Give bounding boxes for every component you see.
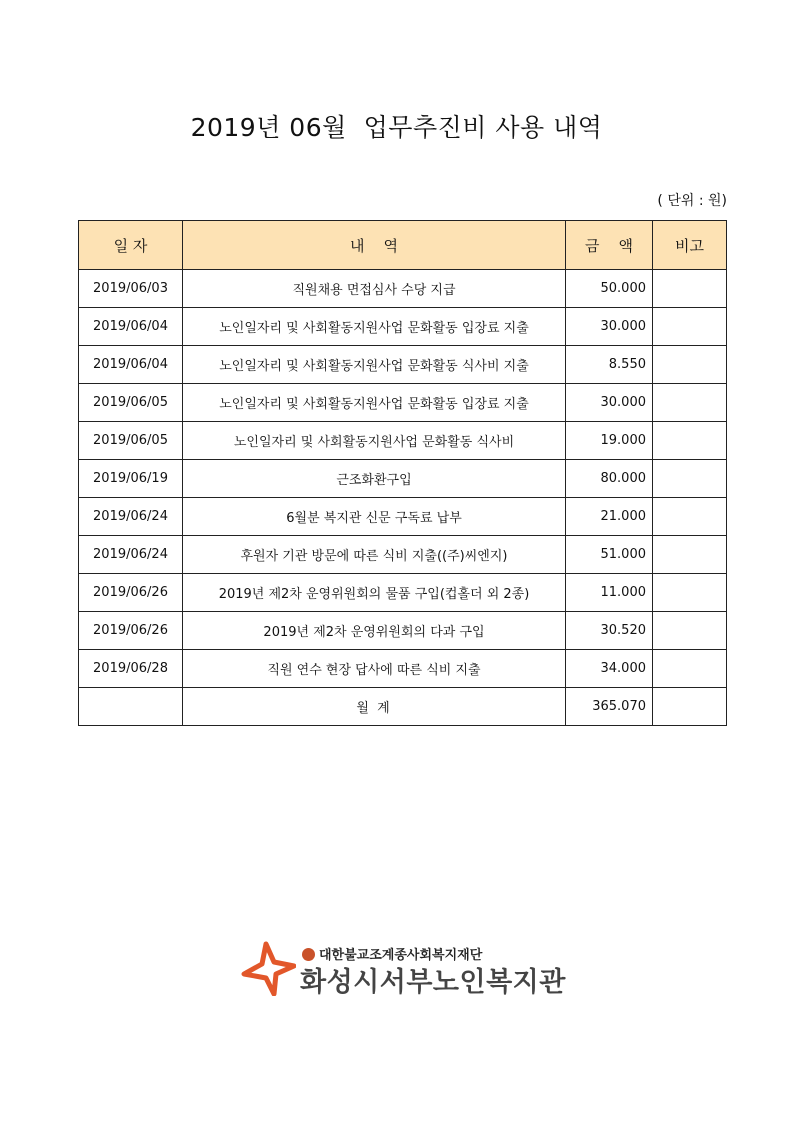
foundation-name: 대한불교조계종사회복지재단 (302, 944, 482, 963)
cell-date: 2019/06/24 (79, 498, 183, 536)
total-label: 월 계 (183, 688, 566, 726)
cell-description: 노인일자리 및 사회활동지원사업 문화활동 입장료 지출 (183, 384, 566, 422)
welfare-center-name: 화성시서부노인복지관 (300, 967, 566, 998)
cell-note (653, 270, 727, 308)
cell-amount: 34.000 (566, 650, 653, 688)
cell-description: 후원자 기관 방문에 따른 식비 지출((주)씨엔지) (183, 536, 566, 574)
organization-logo (240, 940, 566, 1000)
cell-amount: 19.000 (566, 422, 653, 460)
cell-date: 2019/06/26 (79, 574, 183, 612)
cell-date: 2019/06/24 (79, 536, 183, 574)
cell-date: 2019/06/05 (79, 422, 183, 460)
table-row (79, 498, 727, 536)
cell-note (653, 346, 727, 384)
table-row (79, 460, 727, 498)
cell-note (653, 308, 727, 346)
cell-description: 노인일자리 및 사회활동지원사업 문화활동 식사비 지출 (183, 346, 566, 384)
cell-date: 2019/06/03 (79, 270, 183, 308)
table-row (79, 384, 727, 422)
cell-date: 2019/06/19 (79, 460, 183, 498)
table-body (79, 270, 727, 688)
cell-description: 2019년 제2차 운영위원회의 다과 구입 (183, 612, 566, 650)
cell-note (653, 612, 727, 650)
table-row (79, 612, 727, 650)
cell-note (653, 498, 727, 536)
unit-label: ( 단위 : 원) (657, 193, 727, 209)
cell-date: 2019/06/04 (79, 346, 183, 384)
cell-note (653, 536, 727, 574)
total-row (79, 688, 727, 726)
cell-amount: 51.000 (566, 536, 653, 574)
cell-amount: 80.000 (566, 460, 653, 498)
table-row (79, 536, 727, 574)
header-date: 일 자 (79, 221, 183, 270)
cell-amount: 11.000 (566, 574, 653, 612)
cell-description: 직원 연수 현장 답사에 따른 식비 지출 (183, 650, 566, 688)
cell-description: 6월분 복지관 신문 구독료 납부 (183, 498, 566, 536)
cell-description: 노인일자리 및 사회활동지원사업 문화활동 입장료 지출 (183, 308, 566, 346)
cell-note (653, 422, 727, 460)
total-note-cell (653, 688, 727, 726)
cell-amount: 30.000 (566, 308, 653, 346)
star-logo-icon (240, 940, 296, 996)
cell-description: 노인일자리 및 사회활동지원사업 문화활동 식사비 (183, 422, 566, 460)
table-row (79, 574, 727, 612)
header-note: 비고 (653, 221, 727, 270)
total-empty-cell (79, 688, 183, 726)
cell-amount: 21.000 (566, 498, 653, 536)
cell-note (653, 574, 727, 612)
table-row (79, 308, 727, 346)
header-amount: 금 액 (566, 221, 653, 270)
total-amount: 365.070 (566, 688, 653, 726)
table-row (79, 650, 727, 688)
cell-description: 2019년 제2차 운영위원회의 물품 구입(컵홀더 외 2종) (183, 574, 566, 612)
document-title: 2019년 06월 업무추진비 사용 내역 (190, 113, 603, 142)
cell-date: 2019/06/05 (79, 384, 183, 422)
cell-amount: 8.550 (566, 346, 653, 384)
expense-table (78, 220, 727, 726)
cell-note (653, 460, 727, 498)
cell-date: 2019/06/26 (79, 612, 183, 650)
table-row (79, 270, 727, 308)
cell-description: 직원채용 면접심사 수당 지급 (183, 270, 566, 308)
header-description: 내 역 (183, 221, 566, 270)
table-row (79, 422, 727, 460)
table-row (79, 346, 727, 384)
cell-amount: 30.520 (566, 612, 653, 650)
table-header-row (79, 221, 727, 270)
cell-date: 2019/06/28 (79, 650, 183, 688)
cell-amount: 50.000 (566, 270, 653, 308)
cell-note (653, 650, 727, 688)
cell-description: 근조화환구입 (183, 460, 566, 498)
cell-note (653, 384, 727, 422)
cell-date: 2019/06/04 (79, 308, 183, 346)
cell-amount: 30.000 (566, 384, 653, 422)
